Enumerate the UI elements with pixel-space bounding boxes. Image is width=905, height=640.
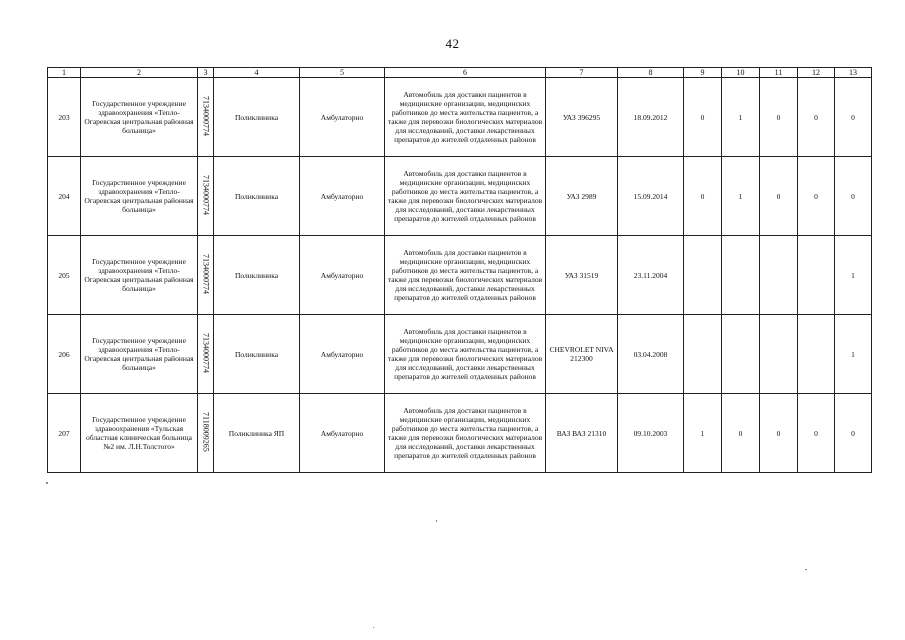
table-row [48,315,872,394]
care-type-cell: Амбулаторно [300,78,385,157]
organization-cell: Государственное учреждение здравоохранения «Тепло-Огаревская центральная районная больница» [81,236,198,315]
column-header: 2 [81,68,198,78]
purpose-cell [385,394,546,473]
purpose-cell [385,157,546,236]
care-type-cell: Амбулаторно [300,236,385,315]
count-cell-9: 1 [684,394,722,473]
organization-cell: Государственное учреждение здравоохранения «Тепло-Огаревская центральная районная больница» [81,315,198,394]
column-header: 12 [798,68,835,78]
count-cell-10: 1 [722,157,760,236]
column-header: 5 [300,68,385,78]
care-type-cell: Амбулаторно [300,315,385,394]
count-cell-11: 0 [760,394,798,473]
row-number-cell: 205 [48,236,81,315]
column-header: 4 [214,68,300,78]
scan-speck [46,482,48,484]
date-cell: 09.10.2003 [618,394,684,473]
inn-cell [198,157,214,236]
column-header: 9 [684,68,722,78]
table-row [48,78,872,157]
organization-cell: Государственное учреждение здравоохранения «Тульская областная клиническая больница №2 им. Л.Н.Толстого» [81,394,198,473]
count-cell-12 [798,236,835,315]
column-header: 1 [48,68,81,78]
unit-cell: Поликлиника ЯП [214,394,300,473]
column-header: 3 [198,68,214,78]
unit-cell: Поликлиника [214,315,300,394]
care-type-cell: Амбулаторно [300,157,385,236]
table-row [48,236,872,315]
row-number-cell: 203 [48,78,81,157]
count-cell-13: 0 [835,394,872,473]
inn-cell [198,394,214,473]
date-cell: 18.09.2012 [618,78,684,157]
purpose-text: Автомобиль для доставки пациентов в медицинские организации, медицинских работников до места жительства пациентов, а также для перевозки биологических материалов для исследований, доставки лекарственных препаратов до жителей отдаленных районов [387,327,543,381]
inn-cell [198,236,214,315]
vehicle-model-cell: CHEVROLET NIVA 212300 [546,315,618,394]
column-header: 6 [385,68,546,78]
inn-text: 7134000774 [201,254,211,294]
inn-cell [198,315,214,394]
row-number-cell: 204 [48,157,81,236]
count-cell-13: 0 [835,78,872,157]
count-cell-9 [684,315,722,394]
count-cell-9 [684,236,722,315]
count-cell-10: 1 [722,78,760,157]
count-cell-10: 0 [722,394,760,473]
table-row [48,157,872,236]
count-cell-11 [760,236,798,315]
purpose-cell [385,315,546,394]
organization-cell: Государственное учреждение здравоохранения «Тепло-Огаревская центральная районная больница» [81,157,198,236]
care-type-cell: Амбулаторно [300,394,385,473]
vehicle-model-cell: УАЗ 2989 [546,157,618,236]
count-cell-9: 0 [684,157,722,236]
inn-text: 7134000774 [201,175,211,215]
unit-cell: Поликлиника [214,78,300,157]
inn-cell [198,78,214,157]
purpose-text: Автомобиль для доставки пациентов в медицинские организации, медицинских работников до места жительства пациентов, а также для перевозки биологических материалов для исследований, доставки лекарственных препаратов до жителей отдаленных районов [387,248,543,302]
purpose-text: Автомобиль для доставки пациентов в медицинские организации, медицинских работников до места жительства пациентов, а также для перевозки биологических материалов для исследований, доставки лекарственных препаратов до жителей отдаленных районов [387,169,543,223]
count-cell-12 [798,315,835,394]
count-cell-13: 1 [835,236,872,315]
count-cell-9: 0 [684,78,722,157]
table-row [48,394,872,473]
inn-text: 7134000774 [201,96,211,136]
date-cell: 23.11.2004 [618,236,684,315]
row-number-cell: 207 [48,394,81,473]
purpose-cell [385,236,546,315]
count-cell-11: 0 [760,157,798,236]
unit-cell: Поликлиника [214,236,300,315]
purpose-text: Автомобиль для доставки пациентов в медицинские организации, медицинских работников до места жительства пациентов, а также для перевозки биологических материалов для исследований, доставки лекарственных препаратов до жителей отдаленных районов [387,406,543,460]
count-cell-10 [722,236,760,315]
organization-cell: Государственное учреждение здравоохранения «Тепло-Огаревская центральная районная больница» [81,78,198,157]
column-header: 7 [546,68,618,78]
vehicle-registry-table [47,67,872,473]
count-cell-13: 1 [835,315,872,394]
page-number: 42 [445,36,460,51]
column-header: 10 [722,68,760,78]
scan-speck [436,520,437,522]
count-cell-12: 0 [798,78,835,157]
scan-speck [805,569,807,570]
count-cell-11: 0 [760,78,798,157]
vehicle-model-cell: ВАЗ ВАЗ 21310 [546,394,618,473]
date-cell: 03.04.2008 [618,315,684,394]
inn-text: 7118009265 [201,412,211,452]
column-header: 11 [760,68,798,78]
count-cell-13: 0 [835,157,872,236]
count-cell-10 [722,315,760,394]
count-cell-12: 0 [798,157,835,236]
vehicle-model-cell: УАЗ 31519 [546,236,618,315]
count-cell-11 [760,315,798,394]
date-cell: 15.09.2014 [618,157,684,236]
column-header: 8 [618,68,684,78]
unit-cell: Поликлиника [214,157,300,236]
scan-speck [373,627,374,628]
row-number-cell: 206 [48,315,81,394]
purpose-cell [385,78,546,157]
purpose-text: Автомобиль для доставки пациентов в медицинские организации, медицинских работников до места жительства пациентов, а также для перевозки биологических материалов для исследований, доставки лекарственных препаратов до жителей отдаленных районов [387,90,543,144]
count-cell-12: 0 [798,394,835,473]
column-number-row [48,68,872,78]
vehicle-model-cell: УАЗ 396295 [546,78,618,157]
inn-text: 7134000774 [201,333,211,373]
column-header: 13 [835,68,872,78]
